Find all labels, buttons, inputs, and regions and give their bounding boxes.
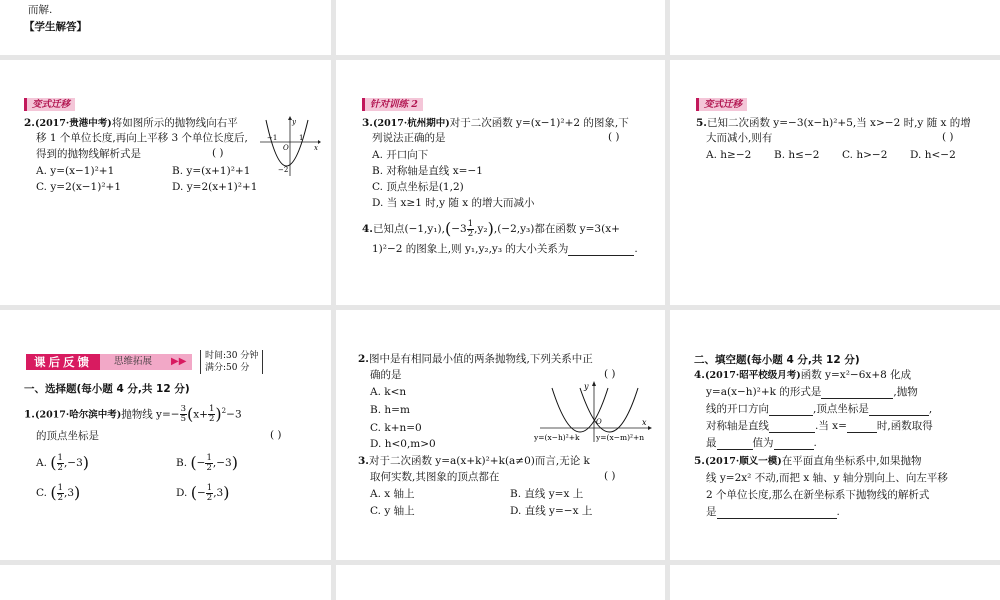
question-source: (2017·贵港中考)	[34, 118, 112, 129]
panel-5	[336, 310, 665, 560]
option-b: B. y=(x+1)²+1	[172, 165, 251, 177]
question-number: 5.	[694, 455, 705, 467]
curve-label-left: y=(x−h)²+k	[534, 433, 580, 442]
question-number: 3.	[358, 455, 369, 467]
q3-line2: 取何实数,其图象的顶点都在	[370, 471, 500, 483]
axis-x-label: x	[314, 144, 318, 152]
option-b: B. h=m	[370, 404, 410, 416]
question-number: 4.	[694, 369, 705, 381]
question-number: 5.	[696, 117, 707, 129]
double-arrow-icon: ▶▶	[171, 356, 187, 367]
option-d: D. h<0,m>0	[370, 438, 436, 450]
option-b: B. (− $\frac{1}{2}$ ,−3)	[176, 452, 238, 473]
question-number: 2.	[24, 117, 35, 129]
q1-line2: 的顶点坐标是	[36, 430, 99, 442]
question-number: 2.	[358, 353, 369, 365]
curve-label-right: y=(x−m)²+n	[596, 433, 645, 442]
answer-paren: ( )	[604, 470, 616, 482]
option-c: C. k+n=0	[370, 422, 422, 434]
q5-line2: 线 y=2x² 不动,而把 x 轴、y 轴分别向上、向左平移	[706, 472, 948, 484]
q3-line1: 3.(2017·杭州期中)对于二次函数 y=(x−1)²+2 的图象,下	[362, 117, 629, 129]
panel-top-left	[0, 0, 331, 55]
question-number: 3.	[362, 117, 373, 129]
panel-6	[670, 310, 1000, 560]
origin-label: O	[596, 418, 602, 426]
q5-line3: 2 个单位长度,那么在新坐标系下抛物线的解析式	[706, 489, 930, 501]
panel-3	[670, 60, 1000, 305]
axis-y-label: y	[292, 118, 296, 126]
tick-1: 1	[299, 134, 304, 142]
q3-line2: 列说法正确的是	[372, 132, 446, 144]
student-answer-label: 【学生解答】	[24, 21, 87, 33]
option-c: C. ( $\frac{1}{2}$ ,3)	[36, 482, 81, 503]
answer-paren: ( )	[608, 131, 620, 143]
answer-blank[interactable]	[774, 438, 814, 450]
q4-line4: 对称轴是直线 .当 x= 时,函数取得	[706, 420, 933, 432]
q5-line4: 是 .	[706, 506, 840, 518]
answer-blank[interactable]	[769, 404, 813, 416]
option-b: B. 对称轴是直线 x=−1	[372, 165, 483, 177]
parabola-figure	[258, 116, 322, 178]
fraction: $\frac{3}{5}$	[180, 404, 187, 424]
answer-blank[interactable]	[717, 507, 837, 519]
option-a: A. ( $\frac{1}{2}$ ,−3)	[36, 452, 90, 473]
q2-line1: 2.(2017·贵港中考)将如图所示的抛物线向右平	[24, 117, 238, 129]
q5-line1: 5.已知二次函数 y=−3(x−h)²+5,当 x>−2 时,y 随 x 的增	[696, 117, 971, 129]
question-source: (2017·杭州期中)	[372, 118, 450, 129]
question-source: (2017·顺义一模)	[704, 456, 782, 467]
header-title: 课后反馈	[26, 354, 100, 370]
axis-x-label: x	[642, 418, 647, 427]
option-d: D. h<−2	[910, 149, 956, 161]
panel-2	[336, 60, 665, 305]
question-source: (2017·哈尔滨中考)	[34, 409, 122, 421]
option-a: A. y=(x−1)²+1	[36, 165, 115, 177]
q2-line1: 2.图中是有相同最小值的两条抛物线,下列关系中正	[358, 353, 593, 365]
q5-line2: 大而减小,则有	[706, 132, 773, 144]
after-class-header	[26, 354, 192, 370]
panel-top-right	[670, 0, 1000, 55]
q4-line3: 线的开口方向 ,顶点坐标是 ,	[706, 403, 933, 415]
fraction: $\frac{1}{2}$	[467, 218, 474, 239]
practice-tag: 针对训练 2	[362, 98, 423, 111]
axis-y-label: y	[584, 382, 589, 391]
variant-tag: 变式迁移	[696, 98, 747, 111]
q4-line2: 1)²−2 的图象上,则 y₁,y₂,y₃ 的大小关系为 .	[372, 243, 638, 255]
question-number: 4.	[362, 223, 373, 235]
answer-blank[interactable]	[568, 244, 634, 256]
origin-label: O	[283, 144, 289, 152]
question-number: 1.	[24, 408, 35, 421]
full-score: 满分:50 分	[205, 363, 250, 373]
question-source: (2017·昭平校级月考)	[704, 370, 801, 381]
answer-blank[interactable]	[769, 421, 815, 433]
option-d: D. y=2(x+1)²+1	[172, 181, 258, 193]
q2-line2: 移 1 个单位长度,再向上平移 3 个单位长度后,	[36, 132, 248, 144]
answer-paren: ( )	[270, 429, 282, 441]
answer-blank[interactable]	[821, 387, 893, 399]
two-parabolas-figure	[534, 380, 656, 446]
option-c: C. y 轴上	[370, 505, 415, 517]
panel-bottom-right	[670, 565, 1000, 600]
option-b: B. 直线 y=x 上	[510, 488, 584, 500]
answer-blank[interactable]	[869, 404, 929, 416]
answer-paren: ( )	[942, 131, 954, 143]
q3-line1: 3.对于二次函数 y=a(x+k)²+k(a≠0)而言,无论 k	[358, 455, 590, 467]
answer-blank[interactable]	[717, 438, 753, 450]
option-b: B. h≤−2	[774, 149, 820, 161]
variant-tag: 变式迁移	[24, 98, 75, 111]
time-limit: 时间:30 分钟	[205, 351, 259, 361]
option-c: C. y=2(x−1)²+1	[36, 181, 122, 193]
q1-line1: 1.(2017·哈尔滨中考)抛物线 y=− $\frac{3}{5}$ (x+ $\frac{1}{2}$ )$^2$−3	[24, 404, 242, 424]
option-c: C. h>−2	[842, 149, 888, 161]
q2-line2: 确的是	[370, 369, 402, 381]
option-d: D. 当 x≥1 时,y 随 x 的增大而减小	[372, 197, 535, 209]
panel-top-middle	[336, 0, 665, 55]
q4-line1: 4.已知点(−1,y₁),(−3 $\frac{1}{2}$ ,y₂),(−2,y₃)都在函数 y=3(x+	[362, 218, 620, 239]
option-a: A. h≥−2	[706, 149, 752, 161]
fraction: $\frac{1}{2}$	[209, 404, 215, 424]
answer-blank[interactable]	[847, 421, 877, 433]
option-c: C. 顶点坐标是(1,2)	[372, 181, 464, 193]
option-a: A. 开口向下	[372, 149, 429, 161]
q5-line1: 5.(2017·顺义一模)在平面直角坐标系中,如果抛物	[694, 455, 922, 467]
option-a: A. x 轴上	[370, 488, 415, 500]
panel-bottom-middle	[336, 565, 665, 600]
tick-neg2: −2	[278, 166, 289, 174]
section-choice-title: 一、选择题(每小题 4 分,共 12 分)	[24, 383, 190, 395]
option-d: D. 直线 y=−x 上	[510, 505, 593, 517]
tick-neg1: −1	[267, 134, 278, 142]
q2-line3: 得到的抛物线解析式是	[36, 148, 141, 160]
panel-1	[0, 60, 331, 305]
continued-text: 而解.	[28, 4, 53, 16]
q4-line1: 4.(2017·昭平校级月考)函数 y=x²−6x+8 化成	[694, 369, 912, 381]
panel-bottom-left	[0, 565, 331, 600]
answer-paren: ( )	[212, 147, 224, 159]
header-subtitle: 思维拓展	[114, 356, 153, 367]
option-d: D. (− $\frac{1}{2}$ ,3)	[176, 482, 230, 503]
answer-paren: ( )	[604, 368, 616, 380]
q4-line2: y=a(x−h)²+k 的形式是 ,抛物	[706, 386, 918, 398]
section-fill-title: 二、填空题(每小题 4 分,共 12 分)	[694, 354, 860, 366]
q4-line5: 最 值为 .	[706, 437, 817, 449]
time-box	[200, 350, 263, 374]
option-a: A. k<n	[370, 386, 407, 398]
